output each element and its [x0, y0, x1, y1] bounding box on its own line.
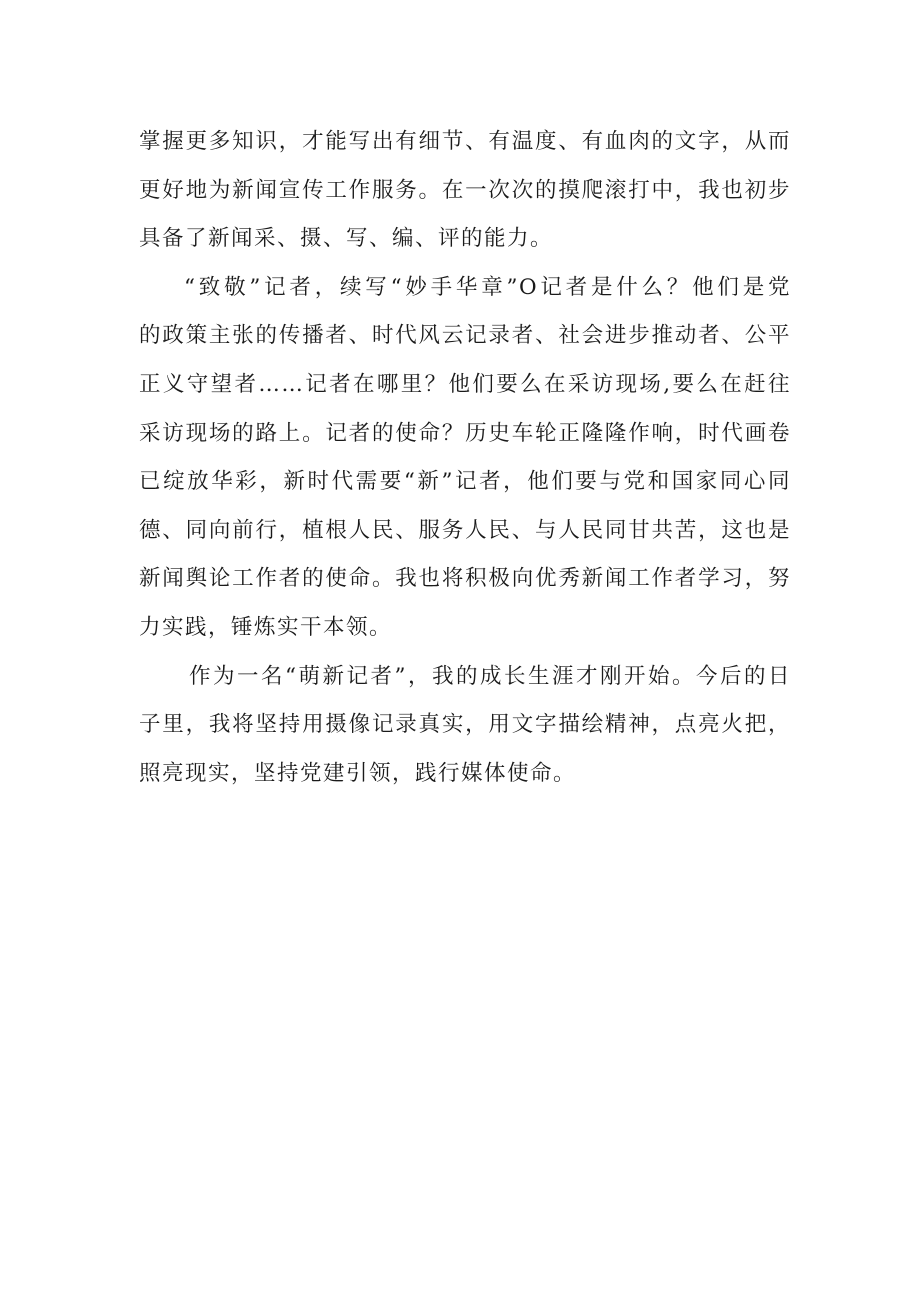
text-line: 掌握更多知识，才能写出有细节、有温度、有血肉的文字，从而 [139, 129, 791, 154]
paragraph-3 [139, 653, 791, 799]
text-line: 采访现场的路上。记者的使命？历史车轮正隆隆作响，时代画卷 [139, 420, 791, 446]
text-line: 已绽放华彩，新时代需要“新”记者，他们要与党和国家同心同 [139, 469, 791, 495]
text-line: “致敬”记者，续写“妙手华章”O记者是什么？他们是党 [184, 274, 791, 300]
text-line: 子里，我将坚持用摄像记录真实，用文字描绘精神，点亮火把， [139, 712, 791, 738]
text-line: 具备了新闻采、摄、写、编、评的能力。 [139, 226, 554, 252]
paragraph-1 [139, 118, 791, 264]
text-line: 照亮现实，坚持党建引领，践行媒体使命。 [139, 760, 577, 786]
text-line: 新闻舆论工作者的使命。我也将积极向优秀新闻工作者学习，努 [139, 566, 791, 592]
document-body [139, 118, 791, 798]
text-line: 更好地为新闻宣传工作服务。在一次次的摸爬滚打中，我也初步 [139, 177, 791, 203]
text-line: 作为一名“萌新记者”，我的成长生涯才刚开始。今后的日 [189, 663, 791, 689]
text-line: 力实践，锤炼实干本领。 [139, 614, 393, 640]
text-line: 的政策主张的传播者、时代风云记录者、社会进步推动者、公平 [139, 323, 791, 349]
text-line: 正义守望者……记者在哪里？他们要么在采访现场,要么在赶往 [139, 371, 791, 397]
paragraph-2 [139, 264, 791, 653]
text-line: 德、同向前行，植根人民、服务人民、与人民同甘共苦，这也是 [139, 517, 791, 543]
